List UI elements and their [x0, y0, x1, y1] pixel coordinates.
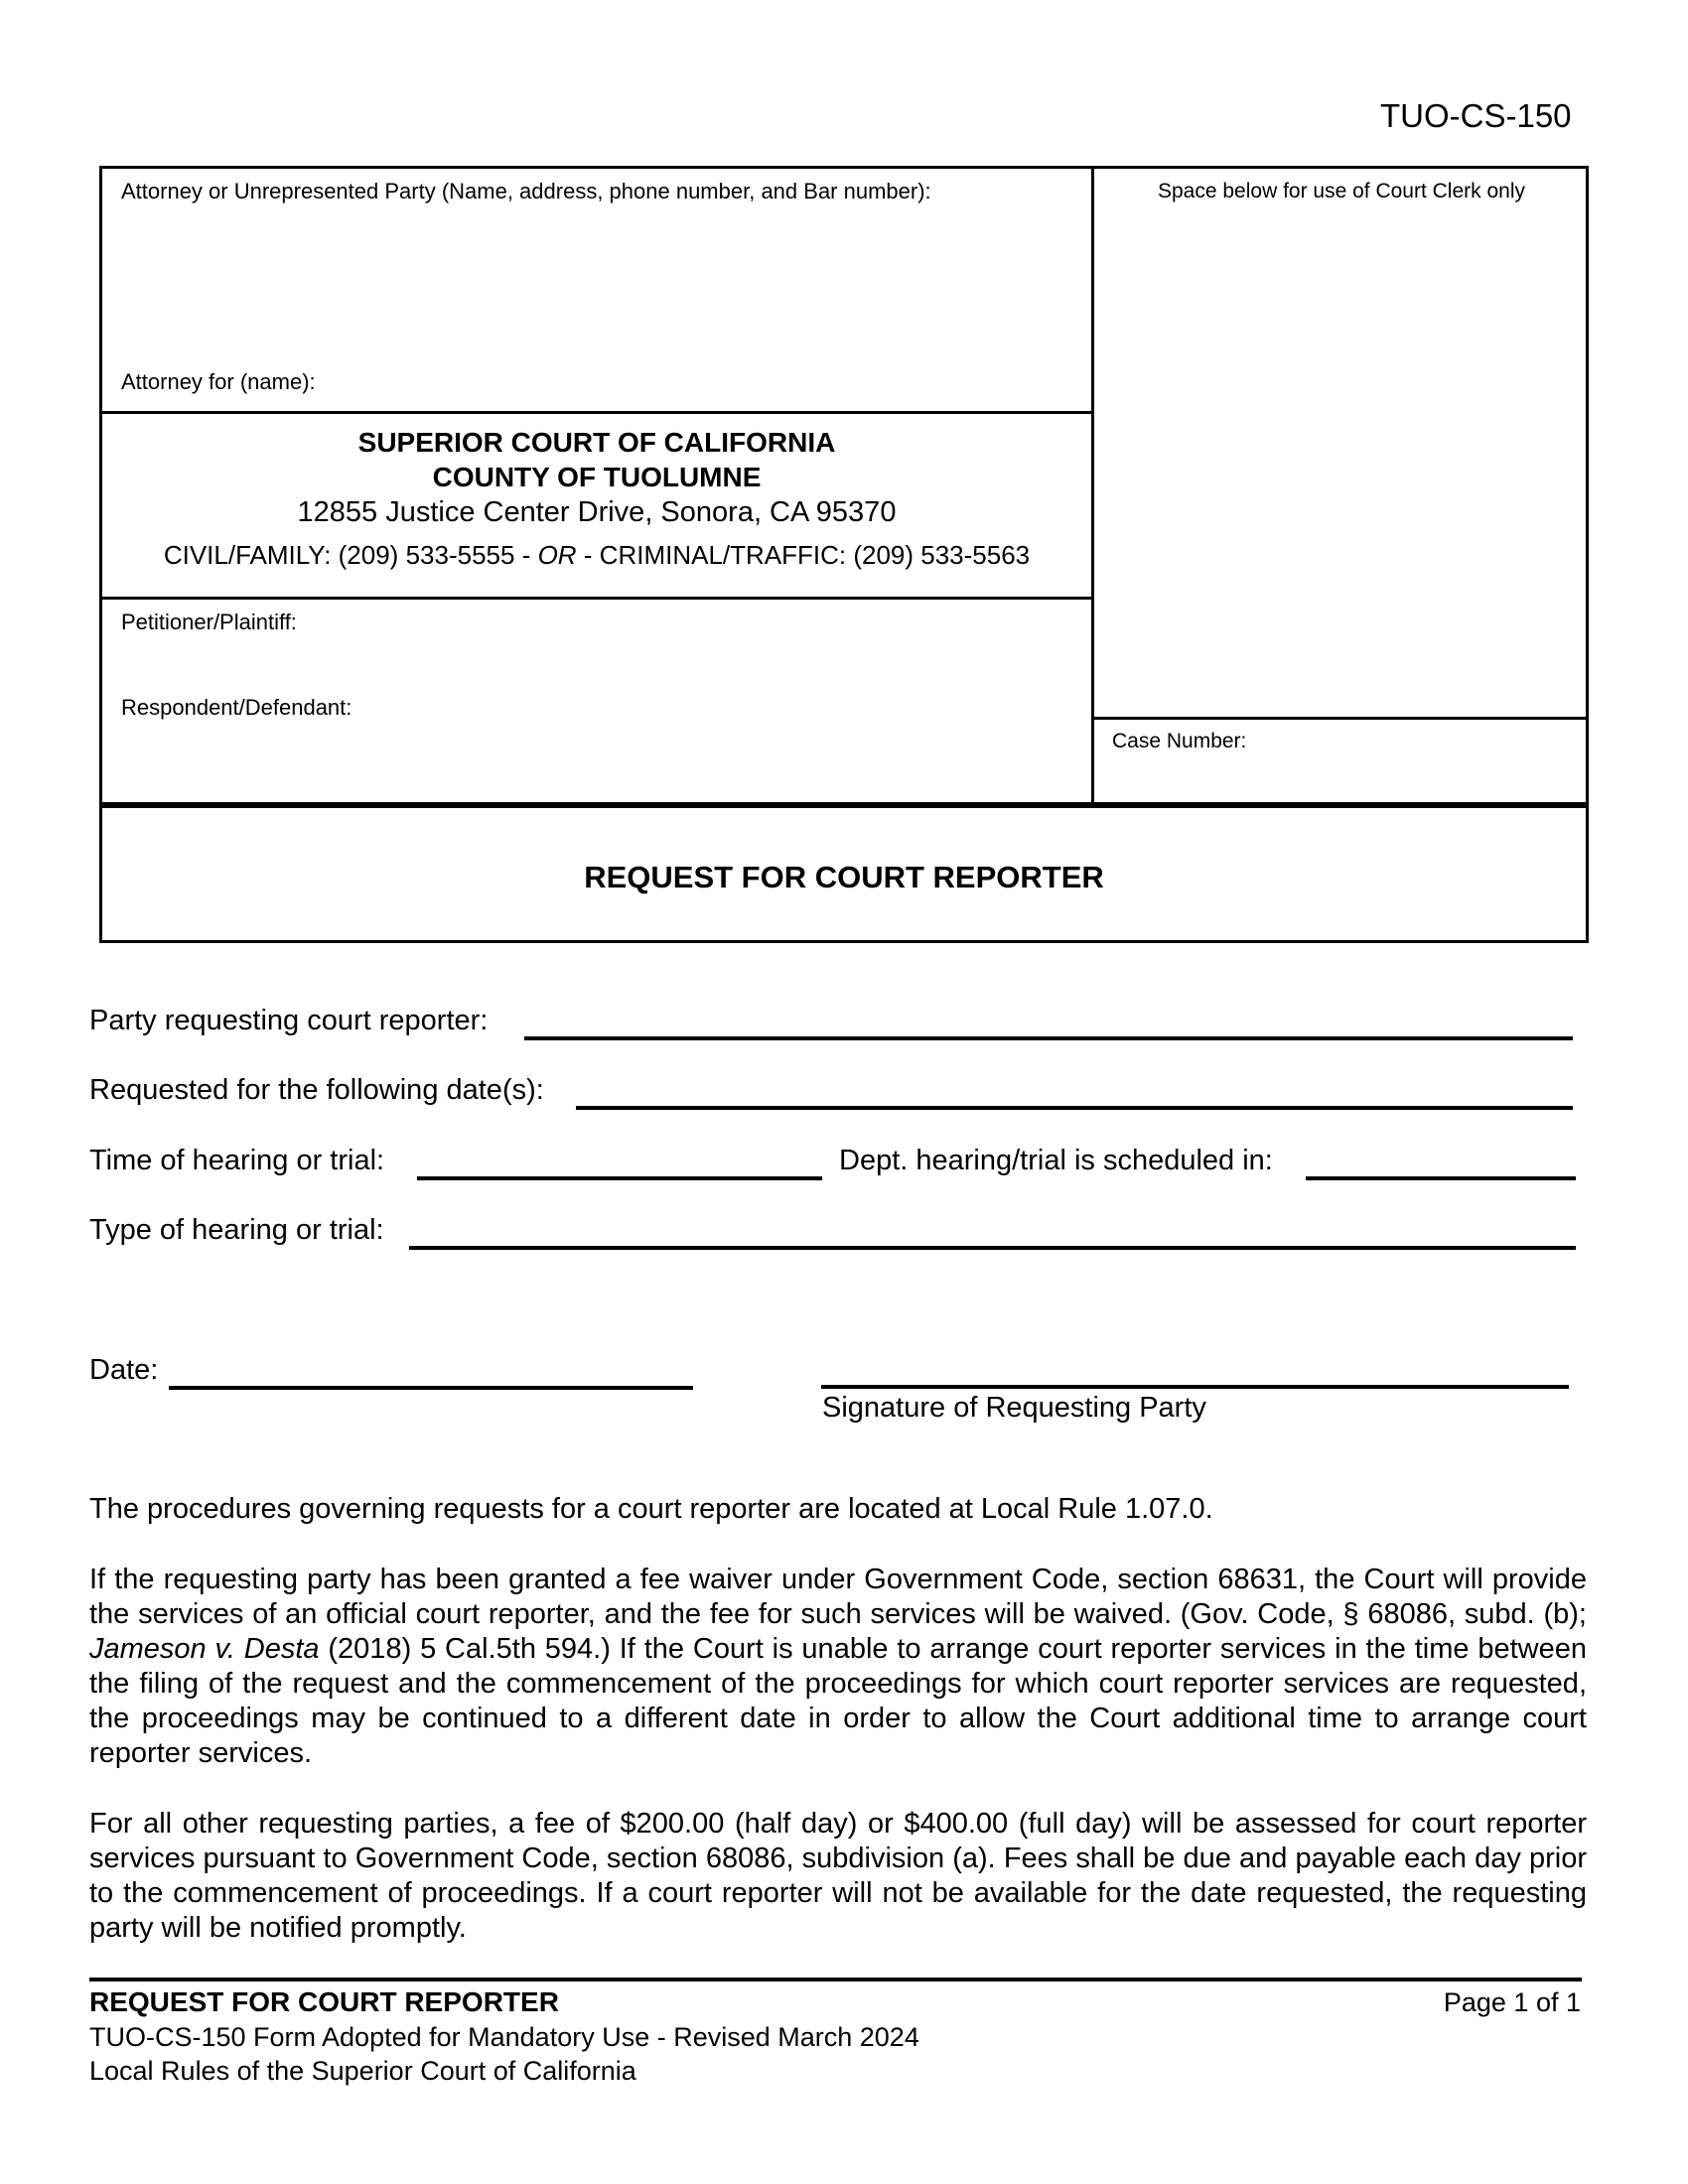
- party-label: Party requesting court reporter:: [89, 1005, 489, 1036]
- court-phones: [102, 538, 1091, 572]
- case-citation: Jameson v. Desta: [89, 1633, 320, 1665]
- form-id: TUO-CS-150: [1380, 97, 1572, 134]
- date-field[interactable]: [169, 1356, 693, 1390]
- divider-attorney: [99, 411, 1093, 414]
- footer-form-info: TUO-CS-150 Form Adopted for Mandatory Use - Revised March 2024: [89, 2022, 919, 2052]
- court-county: COUNTY OF TUOLUMNE: [432, 462, 762, 492]
- type-field[interactable]: [409, 1216, 1576, 1250]
- caption-column-divider: [1091, 166, 1094, 805]
- footer-title: REQUEST FOR COURT REPORTER: [89, 1986, 559, 2017]
- time-field[interactable]: [417, 1147, 822, 1180]
- phone-criminal: - CRIMINAL/TRAFFIC: (209) 533-5563: [576, 540, 1031, 570]
- page-number: Page 1 of 1: [1443, 1987, 1581, 2017]
- fees-paragraph: For all other requesting parties, a fee of $200.00 (half day) or $400.00 (full day) will be assessed for court reporter services pursuant to Government Code, section 68086, subdivision (a). Fees shall be due and payable each day prior to the commencement of proceedings. If a court reporter will not be available for the date requested, the requesting party will be notified promptly.: [89, 1808, 1587, 1944]
- case-number-field[interactable]: [1112, 760, 1573, 796]
- party-field[interactable]: [524, 1007, 1573, 1040]
- clerk-label: Space below for use of Court Clerk only: [1157, 180, 1525, 203]
- respondent-label: Respondent/Defendant:: [121, 695, 352, 720]
- respondent-field[interactable]: [387, 691, 1066, 727]
- type-label: Type of hearing or trial:: [89, 1214, 384, 1246]
- attorney-label: Attorney or Unrepresented Party (Name, address, phone number, and Bar number):: [121, 179, 931, 204]
- divider-court: [99, 597, 1093, 600]
- signature-label: Signature of Requesting Party: [822, 1392, 1206, 1424]
- dept-field[interactable]: [1306, 1147, 1576, 1180]
- dates-label: Requested for the following date(s):: [89, 1074, 544, 1106]
- phone-or: OR: [537, 540, 577, 570]
- fee-waiver-text-b: (2018) 5 Cal.5th 594.) If the Court is unable to arrange court reporter services in the time between the filing of the request and the commencement of the proceedings for which court reporter services are requested, the proceedings may be continued to a different date in order to allow the Court additional time to arrange court reporter services.: [89, 1633, 1587, 1769]
- divider-case-number: [1091, 717, 1589, 720]
- phone-civil: CIVIL/FAMILY: (209) 533-5555 -: [163, 540, 538, 570]
- case-number-label: Case Number:: [1112, 730, 1247, 752]
- fee-waiver-text-a: If the requesting party has been granted a fee waiver under Government Code, section 68631, the Court will provide the services of an official court reporter, and the fee for such services will be waived. (Gov. Code, § 68086, subd. (b);: [89, 1564, 1587, 1630]
- attorney-info-field[interactable]: [117, 212, 1074, 365]
- petitioner-field[interactable]: [328, 606, 1066, 641]
- footer-rule: [89, 1978, 1582, 1981]
- court-address: 12855 Justice Center Drive, Sonora, CA 95370: [297, 496, 897, 528]
- court-info: [102, 425, 1091, 572]
- attorney-for-label: Attorney for (name):: [121, 369, 316, 394]
- footer-rules: Local Rules of the Superior Court of California: [89, 2056, 636, 2086]
- form-title: REQUEST FOR COURT REPORTER: [584, 860, 1104, 894]
- time-label: Time of hearing or trial:: [89, 1145, 385, 1176]
- procedures-paragraph: The procedures governing requests for a court reporter are located at Local Rule 1.07.0.: [89, 1493, 1213, 1525]
- court-name: SUPERIOR COURT OF CALIFORNIA: [357, 427, 836, 458]
- date-label: Date:: [89, 1354, 159, 1386]
- petitioner-label: Petitioner/Plaintiff:: [121, 610, 297, 634]
- signature-line[interactable]: [821, 1355, 1569, 1389]
- dept-label: Dept. hearing/trial is scheduled in:: [839, 1145, 1273, 1176]
- dates-field[interactable]: [576, 1076, 1573, 1110]
- fee-waiver-paragraph: [89, 1563, 1587, 1771]
